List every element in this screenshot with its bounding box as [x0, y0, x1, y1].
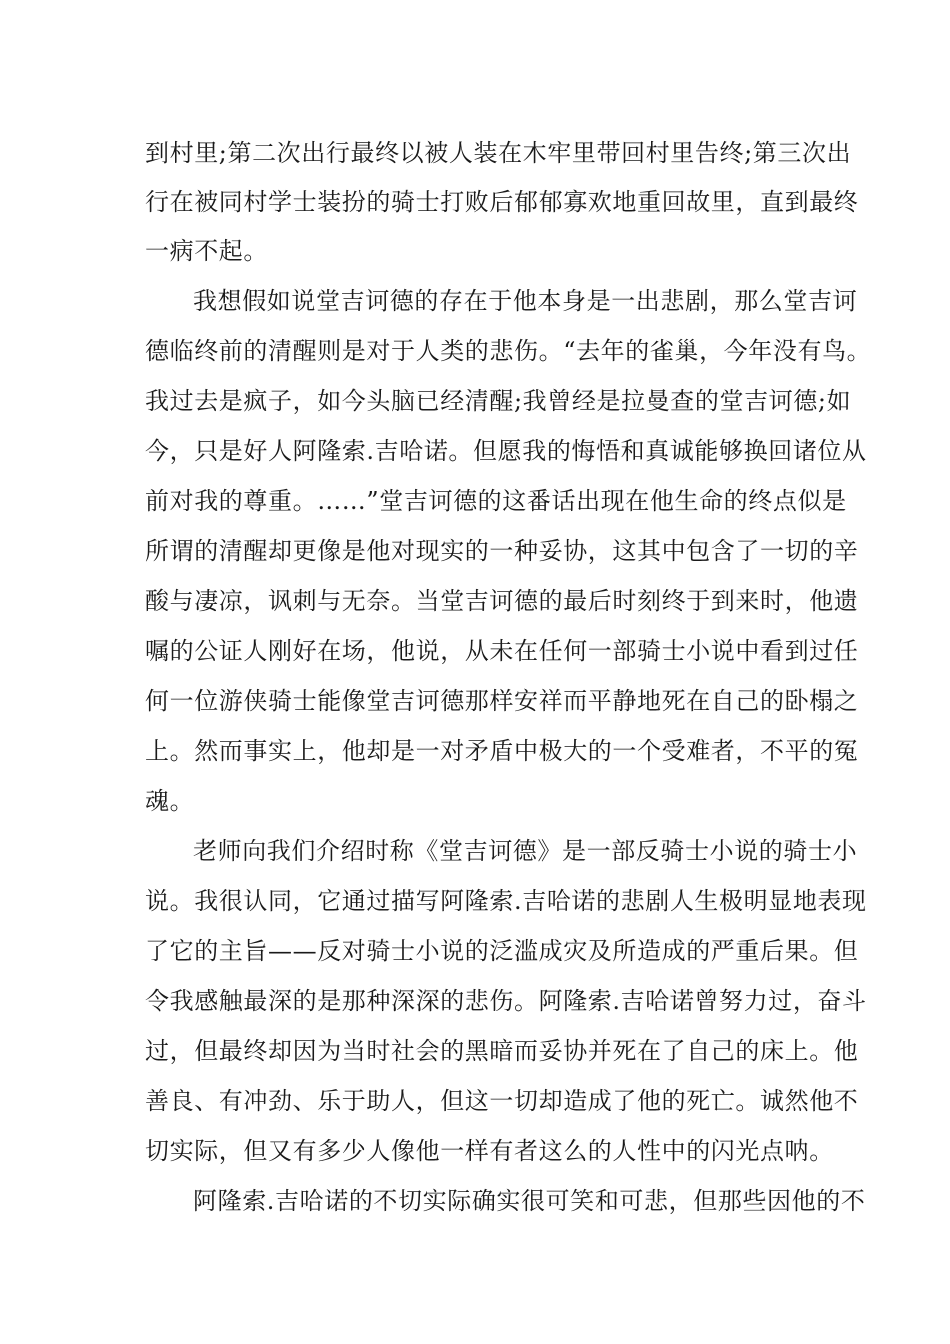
text-line-2: 行在被同村学士装扮的骑士打败后郁郁寡欢地重回故里，直到最终	[145, 188, 859, 216]
text-line-8: 前对我的尊重。……”堂吉诃德的这番话出现在他生命的终点似是	[145, 487, 847, 515]
text-line-11: 嘱的公证人刚好在场，他说，从未在任何一部骑士小说中看到过任	[145, 637, 859, 665]
text-line-18: 令我感触最深的是那种深深的悲伤。阿隆索.吉哈诺曾努力过，奋斗	[145, 987, 867, 1015]
text-line-12: 何一位游侠骑士能像堂吉诃德那样安祥而平静地死在自己的卧榻之	[145, 687, 859, 715]
text-line-21: 切实际，但又有多少人像他一样有者这么的人性中的闪光点呐。	[145, 1137, 834, 1165]
paragraph-start-line: 老师向我们介绍时称《堂吉诃德》是一部反骑士小说的骑士小	[193, 837, 858, 865]
text-line-13: 上。然而事实上，他却是一对矛盾中极大的一个受难者，不平的冤	[145, 737, 859, 765]
text-line-1: 到村里;第二次出行最终以被人装在木牢里带回村里告终;第三次出	[145, 139, 852, 167]
text-line-6: 我过去是疯子，如今头脑已经清醒;我曾经是拉曼查的堂吉诃德;如	[145, 387, 852, 415]
text-line-9: 所谓的清醒却更像是他对现实的一种妥协，这其中包含了一切的辛	[145, 537, 859, 565]
text-line-3: 一病不起。	[145, 237, 268, 265]
text-line-19: 过，但最终却因为当时社会的黑暗而妥协并死在了自己的床上。他	[145, 1037, 859, 1065]
text-line-16: 说。我很认同，它通过描写阿隆索.吉哈诺的悲剧人生极明显地表现	[145, 887, 867, 915]
text-line-7: 今，只是好人阿隆索.吉哈诺。但愿我的悔悟和真诚能够换回诸位从	[145, 437, 867, 465]
paragraph-start-line: 阿隆索.吉哈诺的不切实际确实很可笑和可悲，但那些因他的不	[193, 1187, 866, 1215]
text-line-20: 善良、有冲劲、乐于助人，但这一切却造成了他的死亡。诚然他不	[145, 1087, 859, 1115]
paragraph-start-line: 我想假如说堂吉诃德的存在于他本身是一出悲剧，那么堂吉诃	[193, 287, 858, 315]
text-line-5: 德临终前的清醒则是对于人类的悲伤。“去年的雀巢，今年没有鸟。	[145, 337, 872, 365]
text-line-10: 酸与凄凉，讽刺与无奈。当堂吉诃德的最后时刻终于到来时，他遗	[145, 587, 859, 615]
text-line-17: 了它的主旨——反对骑士小说的泛滥成灾及所造成的严重后果。但	[145, 937, 859, 965]
text-line-14: 魂。	[145, 787, 195, 815]
